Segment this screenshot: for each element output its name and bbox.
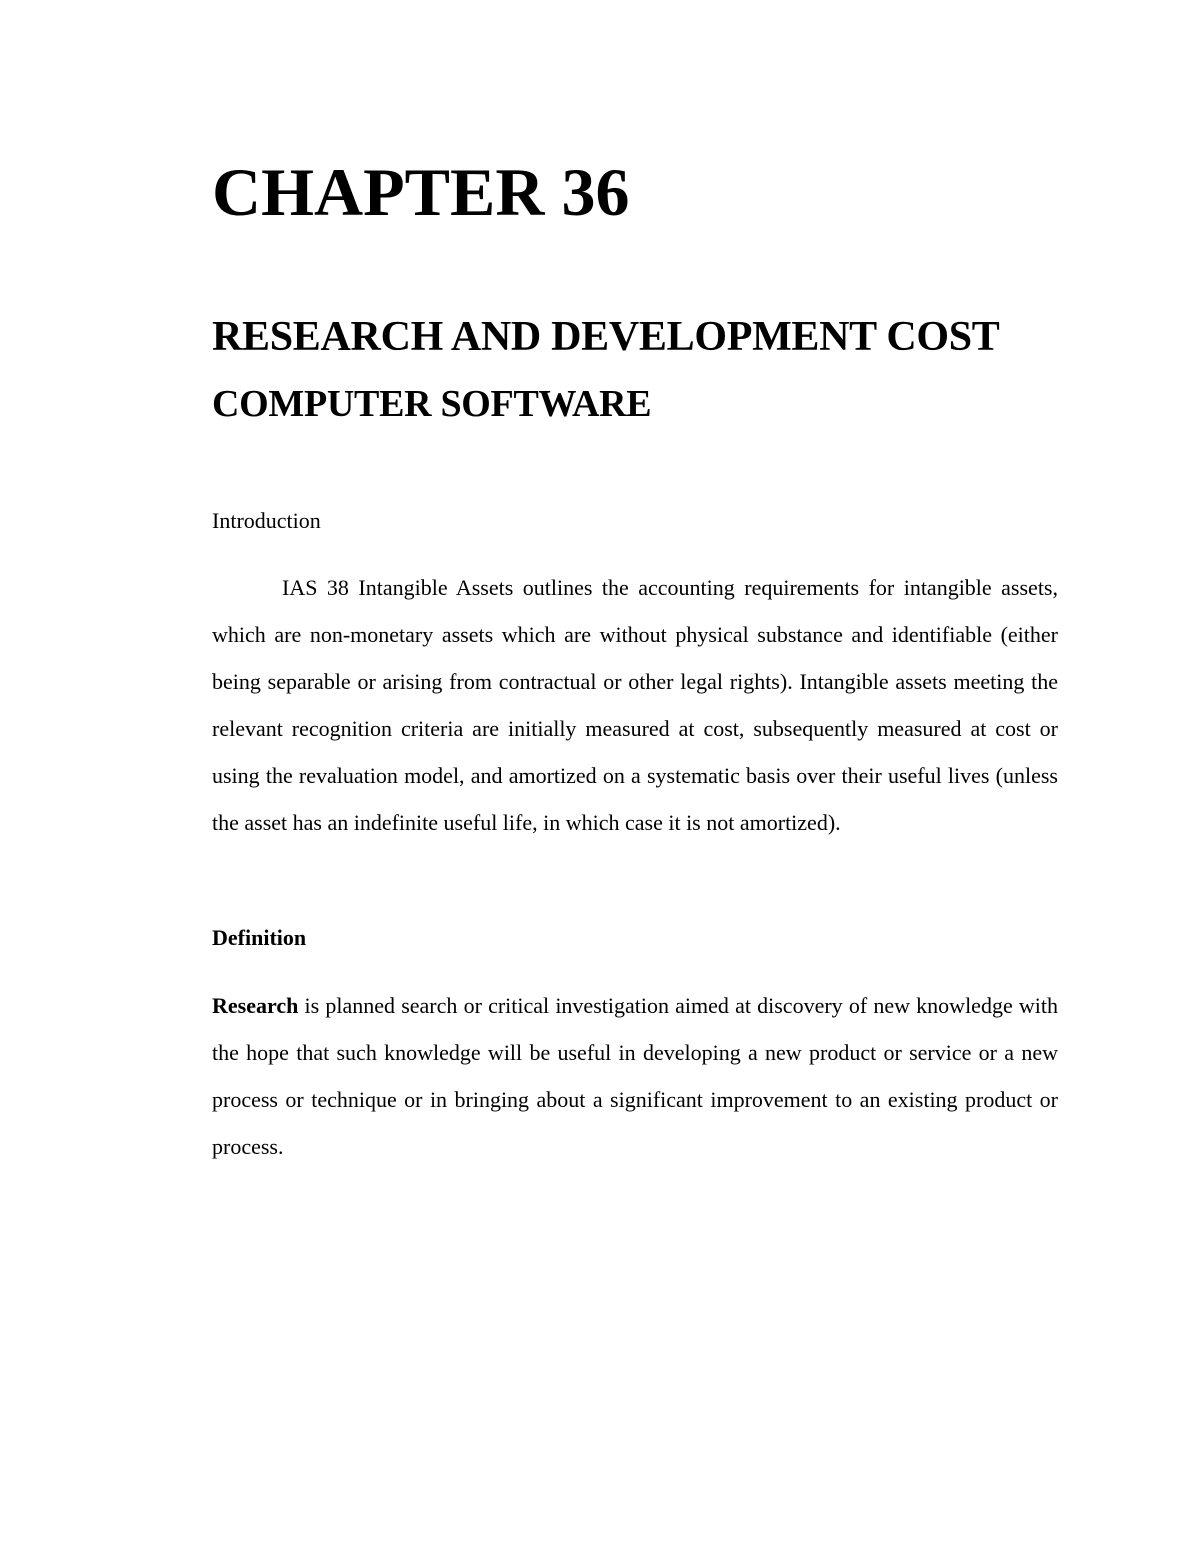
research-definition-paragraph bbox=[212, 982, 1058, 1170]
introduction-paragraph: IAS 38 Intangible Assets outlines the accounting requirements for intangible assets, which are non-monetary assets which are without physical substance and identifiable (either being separable or arising from contractual or other legal rights). Intangible assets meeting the relevant recognition criteria are initially measured at cost, subsequently measured at cost or using the revaluation model, and amortized on a systematic basis over their useful lives (unless the asset has an indefinite useful life, in which case it is not amortized). bbox=[212, 575, 1058, 835]
introduction-label: Introduction bbox=[212, 508, 321, 533]
chapter-title: CHAPTER 36 bbox=[212, 154, 630, 230]
research-term: Research bbox=[212, 993, 299, 1018]
definition-heading: Definition bbox=[212, 925, 307, 950]
chapter-subtitle-line-2: COMPUTER SOFTWARE bbox=[212, 383, 652, 425]
research-definition-text: is planned search or critical investigation aimed at discovery of new knowledge with the hope that such knowledge will be useful in developing a new product or service or a new process or technique or in bringing about a significant improvement to an existing product or process. bbox=[212, 993, 1058, 1159]
chapter-subtitle-line-1: RESEARCH AND DEVELOPMENT COST bbox=[212, 314, 1000, 360]
